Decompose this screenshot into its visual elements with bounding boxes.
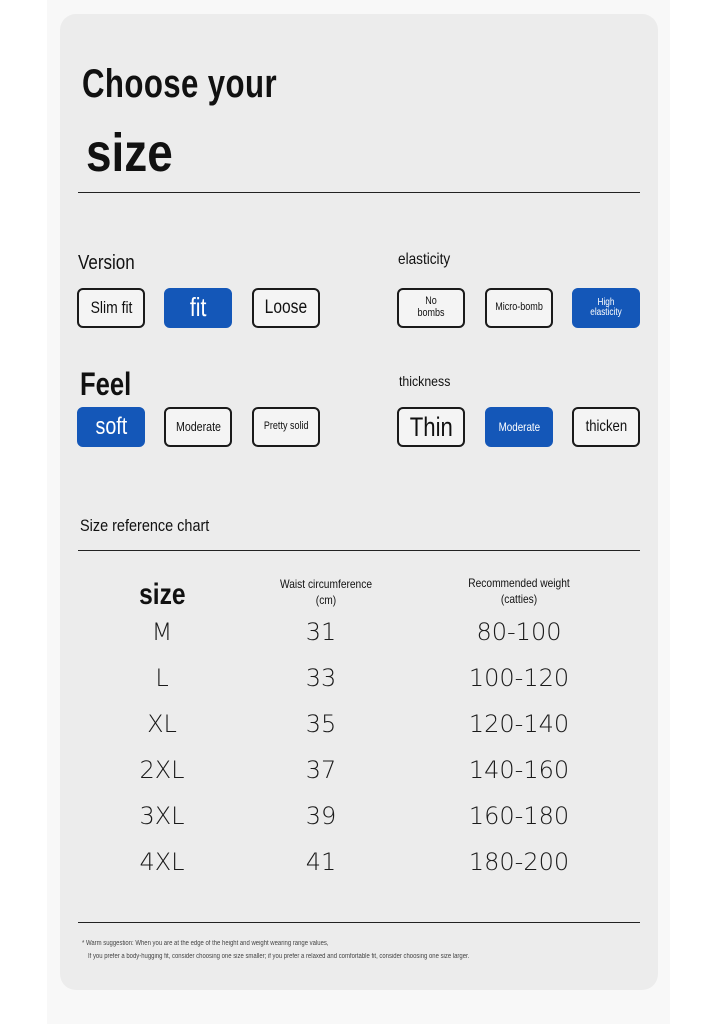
weight-cell: 100-120: [468, 664, 570, 692]
version-option-slim-fit[interactable]: [77, 288, 145, 328]
chart-bottom-divider: [78, 922, 640, 923]
elasticity-label: elasticity: [398, 251, 451, 268]
version-option-label: fit: [189, 292, 207, 323]
warm-suggestion-line2: If you prefer a body-hugging fit, consider choosing one size smaller; if you prefer a relaxed and comfortable fit, consider choosing one size larger.: [88, 953, 470, 960]
size-cell: 3XL: [139, 802, 185, 830]
waist-column-header: [236, 576, 416, 608]
weight-cell: 180-200: [468, 848, 570, 876]
elasticity-option-high-elasticity[interactable]: [572, 288, 640, 328]
feel-option-soft[interactable]: [77, 407, 145, 447]
size-cell: M: [151, 618, 173, 646]
page-title-line1: Choose your: [82, 62, 277, 106]
thickness-label: thickness: [399, 373, 451, 389]
title-divider: [78, 192, 640, 193]
feel-option-moderate[interactable]: [164, 407, 232, 447]
chart-top-divider: [78, 550, 640, 551]
size-chart-title: Size reference chart: [80, 516, 210, 535]
version-label: Version: [78, 252, 135, 274]
weight-cell: 140-160: [468, 756, 570, 784]
feel-option-pretty-solid[interactable]: [252, 407, 320, 447]
page-title-line2: size: [86, 123, 173, 183]
warm-suggestion-line1: * Warm suggestion: When you are at the edge of the height and weight wearing range values,: [82, 940, 329, 947]
waist-cell: 37: [305, 756, 337, 784]
size-cell: 4XL: [139, 848, 185, 876]
weight-header-line1: Recommended weight: [468, 576, 570, 590]
feel-label: Feel: [80, 366, 132, 402]
feel-option-label: Pretty solid: [263, 420, 309, 433]
version-option-label: Slim fit: [90, 298, 132, 318]
version-option-label: Loose: [264, 297, 308, 319]
elasticity-option-label: Micro-bomb: [495, 301, 543, 314]
elasticity-option-label: No bombs: [417, 295, 445, 319]
waist-cell: 31: [305, 618, 337, 646]
version-option-fit[interactable]: [164, 288, 232, 328]
waist-cell: 33: [305, 664, 337, 692]
size-header-text: size: [138, 578, 186, 611]
elasticity-option-micro-bomb[interactable]: [485, 288, 553, 328]
thickness-option-moderate[interactable]: [485, 407, 553, 447]
thickness-option-thin[interactable]: [397, 407, 465, 447]
feel-option-label: soft: [95, 413, 127, 441]
feel-option-label: Moderate: [175, 419, 221, 435]
waist-cell: 35: [305, 710, 337, 738]
version-option-loose[interactable]: [252, 288, 320, 328]
size-column-header: [112, 578, 212, 612]
weight-cell: 160-180: [468, 802, 570, 830]
weight-column-header: [429, 575, 609, 607]
thickness-option-label: Moderate: [498, 419, 540, 434]
weight-cell: 80-100: [476, 618, 562, 646]
weight-cell: 120-140: [468, 710, 570, 738]
size-cell: XL: [147, 710, 177, 738]
waist-cell: 39: [305, 802, 337, 830]
waist-header-line1: Waist circumference: [279, 577, 373, 591]
elasticity-option-label: High elasticity: [590, 296, 622, 318]
elasticity-option-no-bombs[interactable]: [397, 288, 465, 328]
size-cell: L: [155, 664, 169, 692]
thickness-option-label: thicken: [585, 417, 627, 435]
thickness-option-label: Thin: [409, 411, 453, 442]
size-cell: 2XL: [139, 756, 185, 784]
weight-header-line2: (catties): [500, 592, 538, 606]
thickness-option-thicken[interactable]: [572, 407, 640, 447]
waist-cell: 41: [305, 848, 337, 876]
waist-header-line2: (cm): [315, 593, 337, 607]
